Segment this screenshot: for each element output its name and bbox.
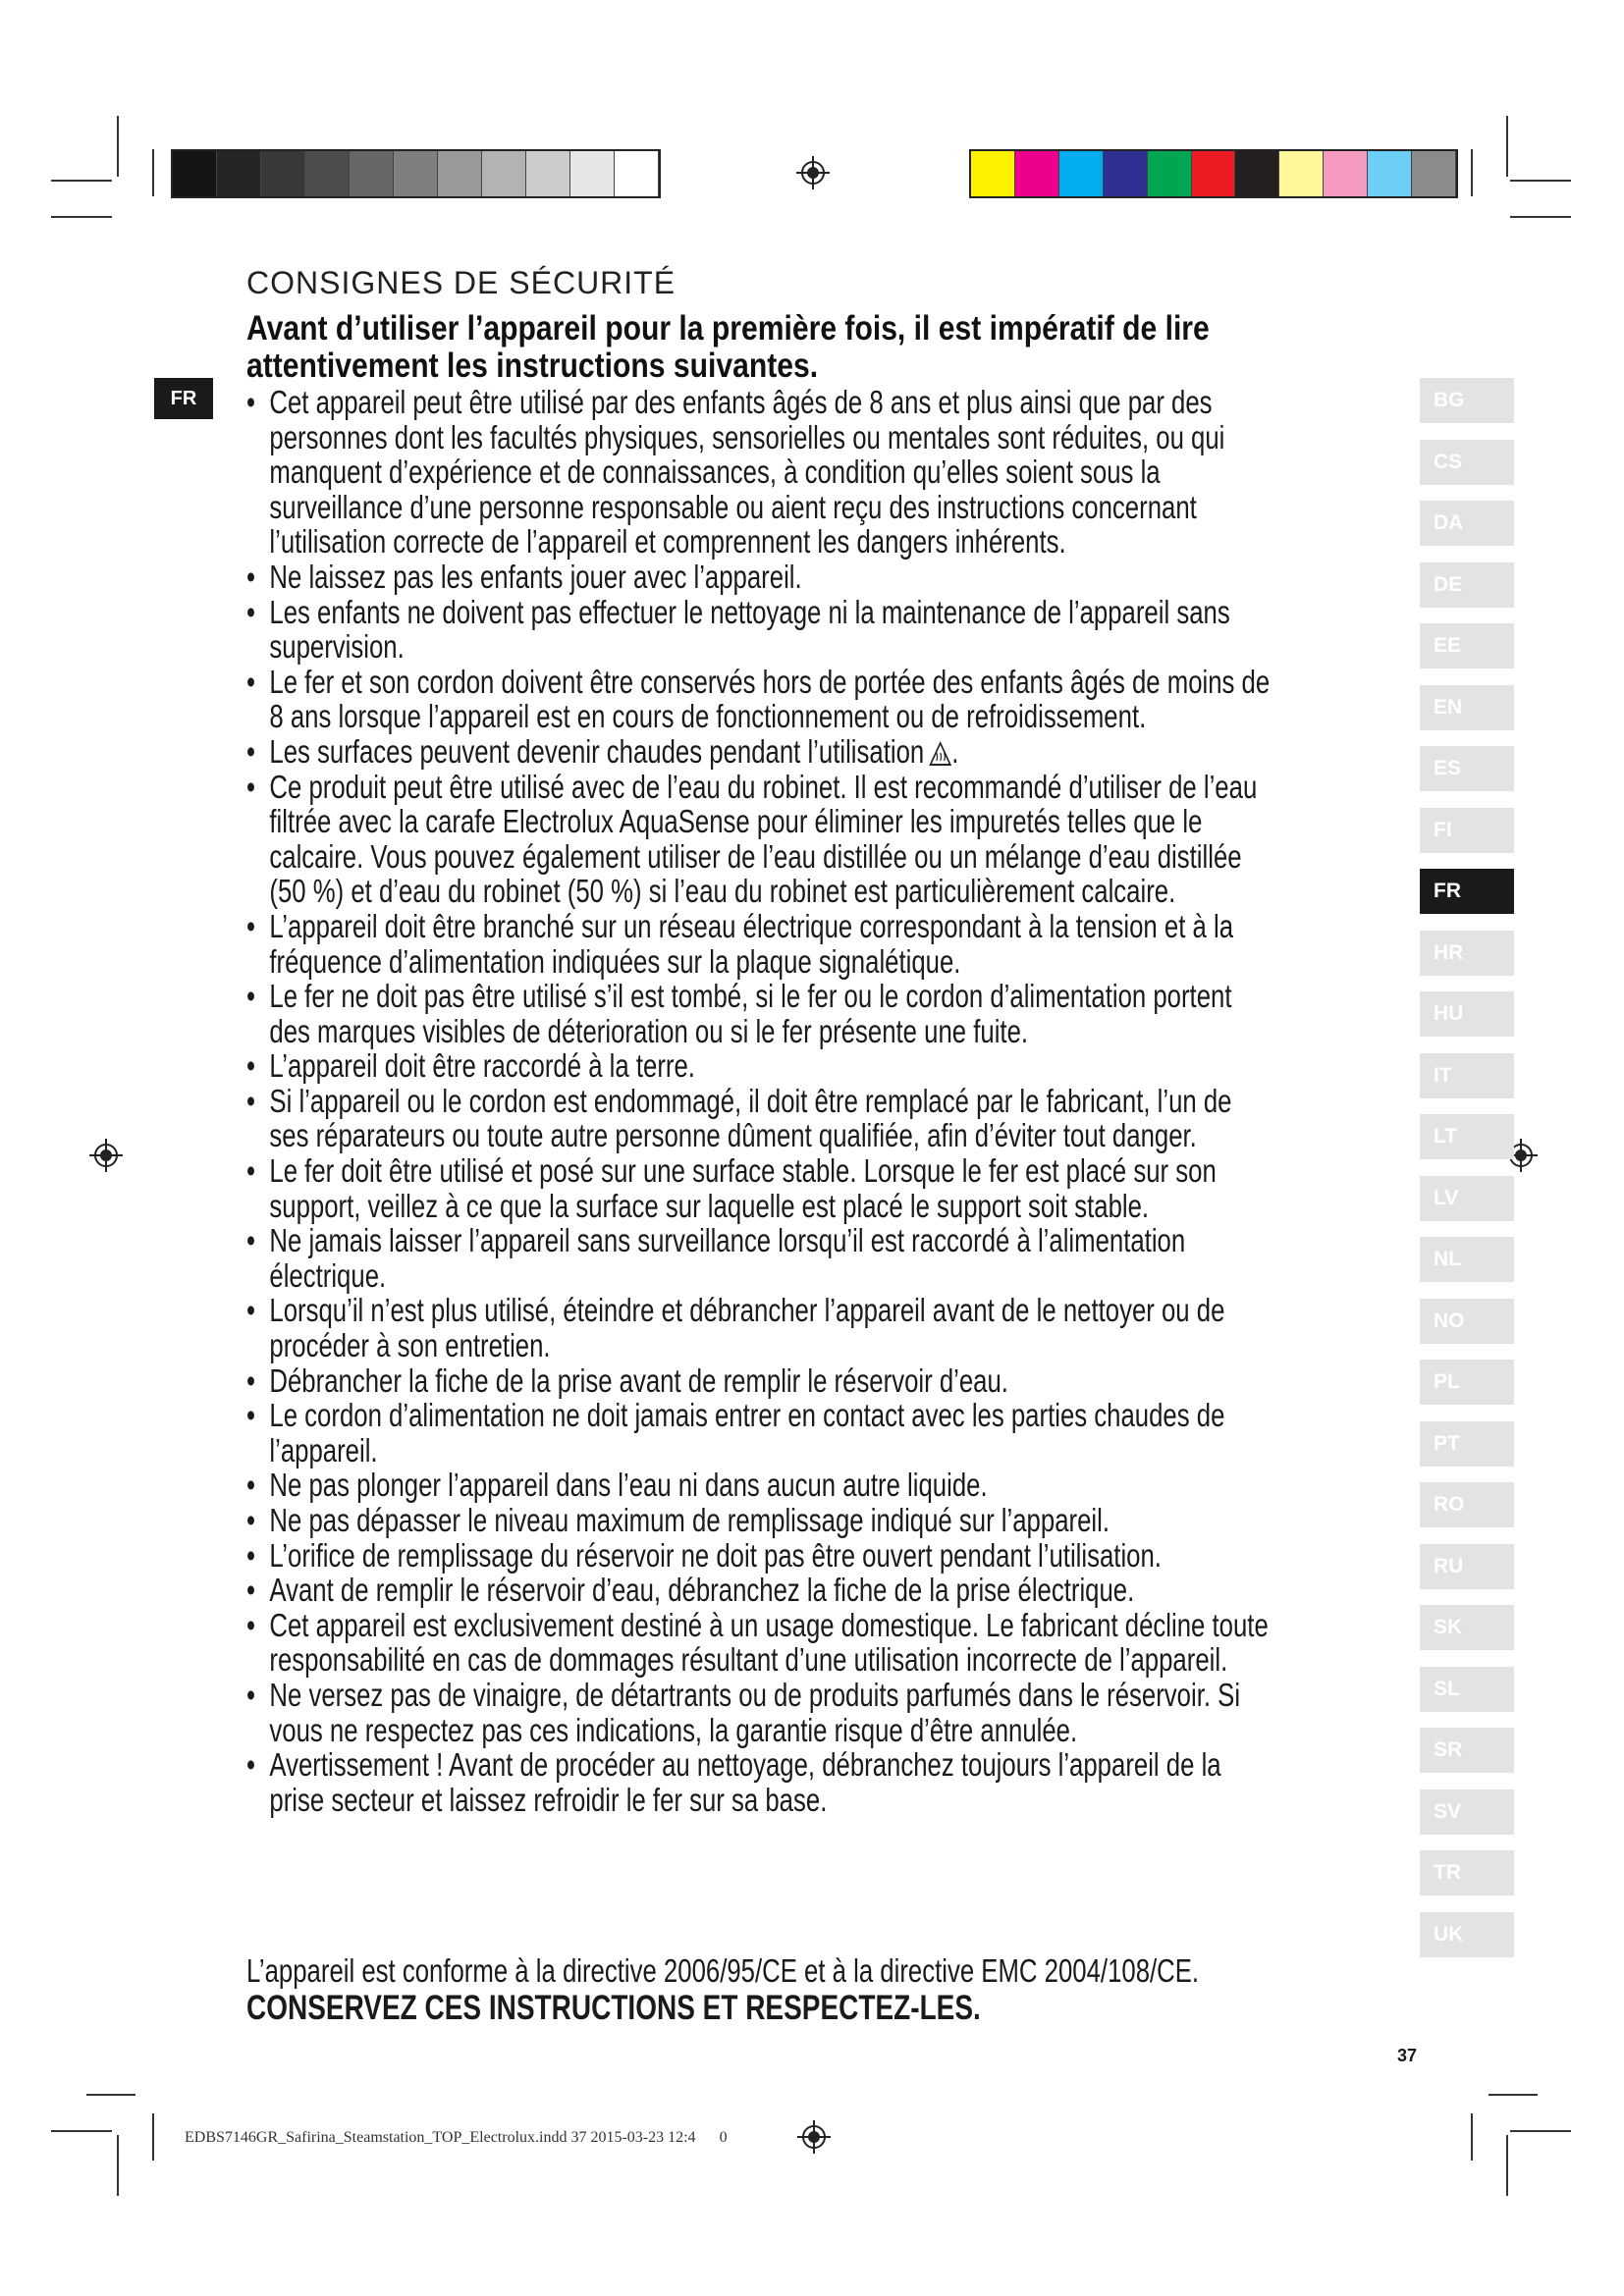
language-tab-fi: FI [1420, 808, 1514, 853]
color-swatch [1148, 151, 1192, 196]
crop-mark [1471, 2113, 1473, 2161]
color-swatch [1324, 151, 1368, 196]
language-tab-cs: CS [1420, 440, 1514, 485]
bullet: • [246, 1152, 256, 1190]
crop-mark [51, 2130, 112, 2132]
color-swatch [1015, 151, 1059, 196]
gray-swatch [217, 151, 261, 196]
color-swatch [1059, 151, 1104, 196]
bullet: • [246, 663, 256, 700]
language-tab-sr: SR [1420, 1728, 1514, 1773]
language-tab-hr: HR [1420, 931, 1514, 976]
bullet: • [246, 1362, 256, 1399]
gray-swatch [570, 151, 615, 196]
list-item [246, 1223, 1272, 1293]
bullet: • [246, 1572, 256, 1609]
list-item-text: L’orifice de remplissage du réservoir ne doit pas être ouvert pendant l’utilisation. [269, 1536, 1162, 1574]
grayscale-calibration-strip [171, 149, 661, 198]
list-item-suffix: . [951, 732, 959, 770]
gray-swatch [615, 151, 659, 196]
list-item-text: Cet appareil est exclusivement destiné à un usage domestique. Le fabricant décline toute responsabilité en cas de dommages résultant d’une utilisation incorrecte de l’appareil. [269, 1606, 1269, 1679]
language-tab-lt: LT [1420, 1114, 1514, 1159]
list-item-text: Ce produit peut être utilisé avec de l’eau du robinet. Il est recommandé d’utiliser de l’eau filtrée avec la carafe Electrolux AquaSense pour éliminer les impuretés telles que le calcaire. Vous pouvez également utiliser de l’eau distillée ou un mélange d’eau distillée (50 %) et d’eau du robinet (50 %) si l’eau du robinet est particulièrement calcaire. [269, 768, 1258, 910]
gray-swatch [394, 151, 438, 196]
page-number: 37 [1397, 2046, 1418, 2065]
gray-swatch [261, 151, 305, 196]
list-item-text: Ne pas plonger l’appareil dans l’eau ni dans aucun autre liquide. [269, 1467, 988, 1504]
language-tab-pt: PT [1420, 1421, 1514, 1467]
crop-mark [152, 2113, 154, 2161]
bullet: • [246, 768, 256, 805]
list-item-text: Débrancher la fiche de la prise avant de remplir le réservoir d’eau. [269, 1362, 1008, 1399]
list-item [246, 1538, 1272, 1574]
list-item [246, 1363, 1272, 1399]
language-tab-it: IT [1420, 1053, 1514, 1098]
list-item [246, 385, 1272, 560]
registration-mark-icon [89, 1139, 123, 1172]
language-tab-da: DA [1420, 501, 1514, 546]
crop-mark [1510, 216, 1571, 218]
color-swatch [1192, 151, 1236, 196]
list-item [246, 560, 1272, 595]
closing-instruction: CONSERVEZ CES INSTRUCTIONS ET RESPECTEZ-LES. [246, 1989, 981, 2027]
list-item-text: Le cordon d’alimentation ne doit jamais entrer en contact avec les parties chaudes de l’appareil. [269, 1397, 1225, 1468]
gray-swatch [173, 151, 217, 196]
language-tab-pl: PL [1420, 1360, 1514, 1405]
color-swatch [1279, 151, 1324, 196]
list-item-text: Cet appareil peut être utilisé par des enfants âgés de 8 ans et plus ainsi que par des personnes dont les facultés physiques, sensorielles ou mentales sont réduites, ou qui manquent d’expérience et de connaissances, à condition qu’elles soient sous la surveillance d’une personne responsable ou aient reçu des instructions concernant l’utilisation correcte de l’appareil et comprennent les dangers inhérents. [269, 384, 1225, 561]
bullet: • [246, 558, 256, 595]
language-tabs [1420, 378, 1514, 1973]
language-tab-en: EN [1420, 685, 1514, 730]
crop-mark [1506, 2135, 1508, 2196]
color-swatch [1104, 151, 1148, 196]
gray-swatch [526, 151, 570, 196]
bullet: • [246, 593, 256, 630]
list-item-text: Le fer ne doit pas être utilisé s’il est tombé, si le fer ou le cordon d’alimentation portent des marques visibles de déterioration ou si le fer présente une fuite. [269, 978, 1232, 1049]
language-tab-ru: RU [1420, 1544, 1514, 1589]
color-swatch [1235, 151, 1279, 196]
crop-mark [51, 216, 112, 218]
gray-swatch [305, 151, 350, 196]
list-item [246, 979, 1272, 1048]
list-item [246, 1084, 1272, 1153]
language-tab-sv: SV [1420, 1789, 1514, 1835]
language-tab-bg: BG [1420, 378, 1514, 423]
crop-mark [1471, 149, 1473, 196]
language-tab-current: FR [154, 378, 213, 419]
list-item [246, 1503, 1272, 1538]
list-item-text: Les surfaces peuvent devenir chaudes pendant l’utilisation [269, 732, 925, 770]
registration-mark-icon [797, 2120, 831, 2154]
list-item-text: Ne jamais laisser l’appareil sans surveillance lorsqu’il est raccordé à l’alimentation électrique. [269, 1222, 1186, 1294]
color-swatch [971, 151, 1015, 196]
language-tab-tr: TR [1420, 1850, 1514, 1896]
section-title: CONSIGNES DE SÉCURITÉ [246, 265, 677, 300]
color-swatch [1368, 151, 1412, 196]
crop-mark [1489, 2094, 1538, 2096]
intro-text: Avant d’utiliser l’appareil pour la première fois, il est impératif de lire attentivement les instructions suivantes. [246, 309, 1210, 385]
file-slug [185, 2129, 728, 2147]
language-tab-sl: SL [1420, 1667, 1514, 1712]
bullet: • [246, 1397, 256, 1434]
list-item [246, 1398, 1272, 1468]
bullet: • [246, 1606, 256, 1643]
bullet: • [246, 1222, 256, 1259]
list-item-text: Ne pas dépasser le niveau maximum de remplissage indiqué sur l’appareil. [269, 1502, 1110, 1538]
color-calibration-strip [969, 149, 1458, 198]
bullet: • [246, 1292, 256, 1329]
language-tab-de: DE [1420, 562, 1514, 608]
language-tab-hu: HU [1420, 991, 1514, 1037]
list-item-text: Le fer et son cordon doivent être conservés hors de portée des enfants âgés de moins de 8 ans lorsque l’appareil est en cours de fonctionnement ou de refroidissement. [269, 663, 1271, 735]
bullet: • [246, 1047, 256, 1085]
file-slug-end: 0 [719, 2129, 728, 2146]
bullet: • [246, 907, 256, 944]
language-tab-es: ES [1420, 746, 1514, 791]
crop-mark [117, 2135, 119, 2196]
crop-mark [1506, 116, 1508, 177]
bullet: • [246, 384, 256, 420]
hot-surface-warning-icon [929, 741, 951, 767]
list-item-text: Avertissement ! Avant de procéder au nettoyage, débranchez toujours l’appareil de la prise secteur et laissez refroidir le fer sur sa base. [269, 1746, 1221, 1818]
list-item-text: Lorsqu’il n’est plus utilisé, éteindre et débrancher l’appareil avant de le nettoyer ou de procéder à son entretien. [269, 1292, 1225, 1364]
list-item-text: Si l’appareil ou le cordon est endommagé, il doit être remplacé par le fabricant, l’un de ses réparateurs ou toute autre personne dûment qualifiée, afin d’éviter tout danger. [269, 1082, 1232, 1154]
list-item [246, 770, 1272, 909]
bullet: • [246, 1676, 256, 1713]
list-item [246, 1293, 1272, 1362]
registration-mark-icon [796, 156, 830, 189]
list-item [246, 1468, 1272, 1503]
language-tab-lv: LV [1420, 1176, 1514, 1221]
gray-swatch [438, 151, 482, 196]
file-slug-text: EDBS7146GR_Safirina_Steamstation_TOP_Electrolux.indd 37 2015-03-23 12:4 [185, 2129, 696, 2146]
bullet: • [246, 1536, 256, 1574]
crop-mark [1510, 180, 1571, 182]
language-tab-fr: FR [1420, 869, 1514, 914]
list-item-text: Les enfants ne doivent pas effectuer le nettoyage ni la maintenance de l’appareil sans supervision. [269, 593, 1230, 666]
language-tab-nl: NL [1420, 1237, 1514, 1282]
list-item [246, 1573, 1272, 1608]
language-tab-ee: EE [1420, 623, 1514, 668]
language-tab-no: NO [1420, 1299, 1514, 1344]
list-item-text: Avant de remplir le réservoir d’eau, débranchez la fiche de la prise électrique. [269, 1572, 1135, 1609]
list-item [246, 595, 1272, 665]
list-item [246, 1153, 1272, 1223]
list-item-text: Ne versez pas de vinaigre, de détartrants ou de produits parfumés dans le réservoir. Si vous ne respectez pas ces indications, la garantie risque d’être annulée. [269, 1676, 1241, 1748]
list-item-text: Le fer doit être utilisé et posé sur une surface stable. Lorsque le fer est placé sur son support, veillez à ce que la surface sur laquelle est placé le support soit stable. [269, 1152, 1217, 1224]
crop-mark [152, 149, 154, 196]
crop-mark [86, 2094, 135, 2096]
list-item [246, 1048, 1272, 1084]
list-item [246, 665, 1272, 734]
crop-mark [51, 180, 112, 182]
list-item-text: Ne laissez pas les enfants jouer avec l’appareil. [269, 558, 802, 595]
list-item-text: L’appareil doit être branché sur un réseau électrique correspondant à la tension et à la fréquence d’alimentation indiquées sur la plaque signalétique. [269, 907, 1234, 980]
bullet: • [246, 1502, 256, 1538]
bullet: • [246, 1746, 256, 1784]
language-tab-sk: SK [1420, 1605, 1514, 1650]
gray-swatch [350, 151, 394, 196]
list-item [246, 1747, 1272, 1817]
crop-mark [117, 116, 119, 177]
list-item-text: L’appareil doit être raccordé à la terre. [269, 1047, 695, 1085]
list-item [246, 909, 1272, 979]
list-item [246, 1678, 1272, 1747]
color-swatch [1412, 151, 1456, 196]
list-item [246, 1608, 1272, 1678]
bullet: • [246, 1082, 256, 1119]
language-tab-ro: RO [1420, 1482, 1514, 1527]
safety-instructions-list [246, 385, 1272, 1817]
gray-swatch [482, 151, 526, 196]
bullet: • [246, 978, 256, 1015]
bullet: • [246, 732, 256, 770]
list-item [246, 734, 1272, 770]
language-tab-uk: UK [1420, 1912, 1514, 1957]
compliance-statement: L’appareil est conforme à la directive 2006/95/CE et à la directive EMC 2004/108/CE. [246, 1952, 1200, 1989]
crop-mark [1510, 2130, 1571, 2132]
bullet: • [246, 1467, 256, 1504]
